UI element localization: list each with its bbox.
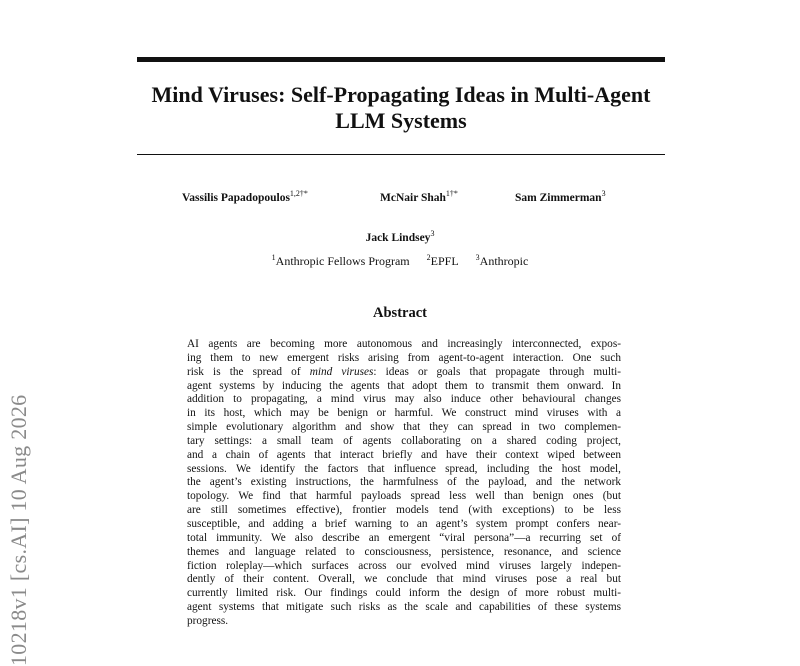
affiliation-2 bbox=[427, 254, 459, 268]
affiliation-name: EPFL bbox=[430, 254, 459, 268]
abstract-line bbox=[187, 366, 621, 380]
affiliation-number: 1 bbox=[271, 253, 276, 262]
title-rule bbox=[137, 154, 665, 155]
author-zimmerman bbox=[515, 189, 606, 204]
abstract-line: sessions. We identify the factors that influence spread, including the host model, bbox=[187, 462, 621, 475]
author-marks: 3 bbox=[601, 189, 606, 199]
author-papadopoulos bbox=[182, 189, 308, 204]
abstract-line: AI agents are becoming more autonomous and increasingly interconnected, expos- bbox=[187, 338, 621, 350]
author-lindsey bbox=[0, 229, 800, 244]
abstract-line-end: : ideas or goals that propagate through multi- bbox=[373, 365, 621, 378]
abstract-line: total immunity. We also describe an emergent “viral persona”—a recurring set of bbox=[187, 531, 621, 544]
paper-title bbox=[137, 82, 665, 134]
author-marks: 1,2†* bbox=[289, 189, 308, 199]
abstract-line: addition to propagating, a mind virus may also induce other behavioural changes bbox=[187, 393, 621, 406]
author-shah bbox=[380, 189, 458, 204]
abstract-line: the agent’s existing instructions, the harmfulness of the payload, and the network bbox=[187, 476, 621, 489]
author-name: McNair Shah bbox=[380, 192, 446, 204]
abstract-line: agent systems by inducing the agents that adopt them to transmit them onward. In bbox=[187, 379, 621, 392]
abstract-line: simple evolutionary algorithm and show that they can spread in two complemen- bbox=[187, 421, 621, 434]
abstract-line: susceptible, and adding a brief warning to an agent’s system prompt confers near- bbox=[187, 517, 621, 530]
abstract-line: in its host, which may be benign or harmful. We construct mind viruses with a bbox=[187, 407, 621, 420]
paper-title-line-2: LLM Systems bbox=[335, 108, 467, 133]
affiliation-name: Anthropic bbox=[479, 254, 529, 268]
abstract-line: ing them to new emergent risks arising from agent-to-agent interaction. One such bbox=[187, 351, 621, 364]
abstract-line: agent systems that mitigate such risks as the scale and capabilities of these systems bbox=[187, 601, 621, 614]
abstract-line: and a chain of agents that interact briefly and have their context wiped between bbox=[187, 448, 621, 461]
abstract-line: fiction roleplay—which surfaces across our evolved mind viruses largely indepen- bbox=[187, 559, 621, 572]
abstract-body bbox=[187, 338, 621, 629]
author-name: Sam Zimmerman bbox=[515, 192, 602, 204]
author-marks: 1†* bbox=[445, 189, 458, 199]
abstract-line: dently of their content. Overall, we conclude that mind viruses pose a real but bbox=[187, 573, 621, 586]
abstract-line: currently limited risk. Our findings could inform the design of more robust multi- bbox=[187, 587, 621, 600]
author-name: Vassilis Papadopoulos bbox=[182, 192, 290, 204]
paper-title-line-1: Mind Viruses: Self-Propagating Ideas in Multi-Agent bbox=[151, 82, 651, 107]
affiliation-1 bbox=[272, 254, 410, 268]
abstract-line: progress. bbox=[187, 614, 229, 627]
affiliations bbox=[0, 254, 800, 269]
author-marks: 3 bbox=[430, 229, 435, 239]
abstract-line: tary settings: a small team of agents collaborating on a shared coding project, bbox=[187, 434, 621, 447]
abstract-line: are still sometimes effective), frontier models tend (with exceptions) to be less bbox=[187, 504, 621, 517]
abstract-line: topology. We find that harmful payloads spread less well than benign ones (but bbox=[187, 490, 621, 503]
abstract-line-start: risk is the spread of bbox=[187, 365, 310, 378]
abstract-heading: Abstract bbox=[373, 305, 427, 321]
affiliation-3 bbox=[476, 254, 529, 268]
affiliation-number: 3 bbox=[475, 253, 480, 262]
author-name: Jack Lindsey bbox=[365, 232, 431, 244]
arxiv-side-stamp: 10218v1 [cs.AI] 10 Aug 2026 bbox=[6, 394, 31, 666]
mind-viruses-emphasis: mind viruses bbox=[309, 365, 374, 378]
affiliation-name: Anthropic Fellows Program bbox=[275, 254, 410, 268]
abstract-line: themes and language related to consciousness, persistence, resonance, and science bbox=[187, 545, 621, 558]
affiliation-number: 2 bbox=[426, 253, 431, 262]
top-rule bbox=[137, 57, 665, 62]
